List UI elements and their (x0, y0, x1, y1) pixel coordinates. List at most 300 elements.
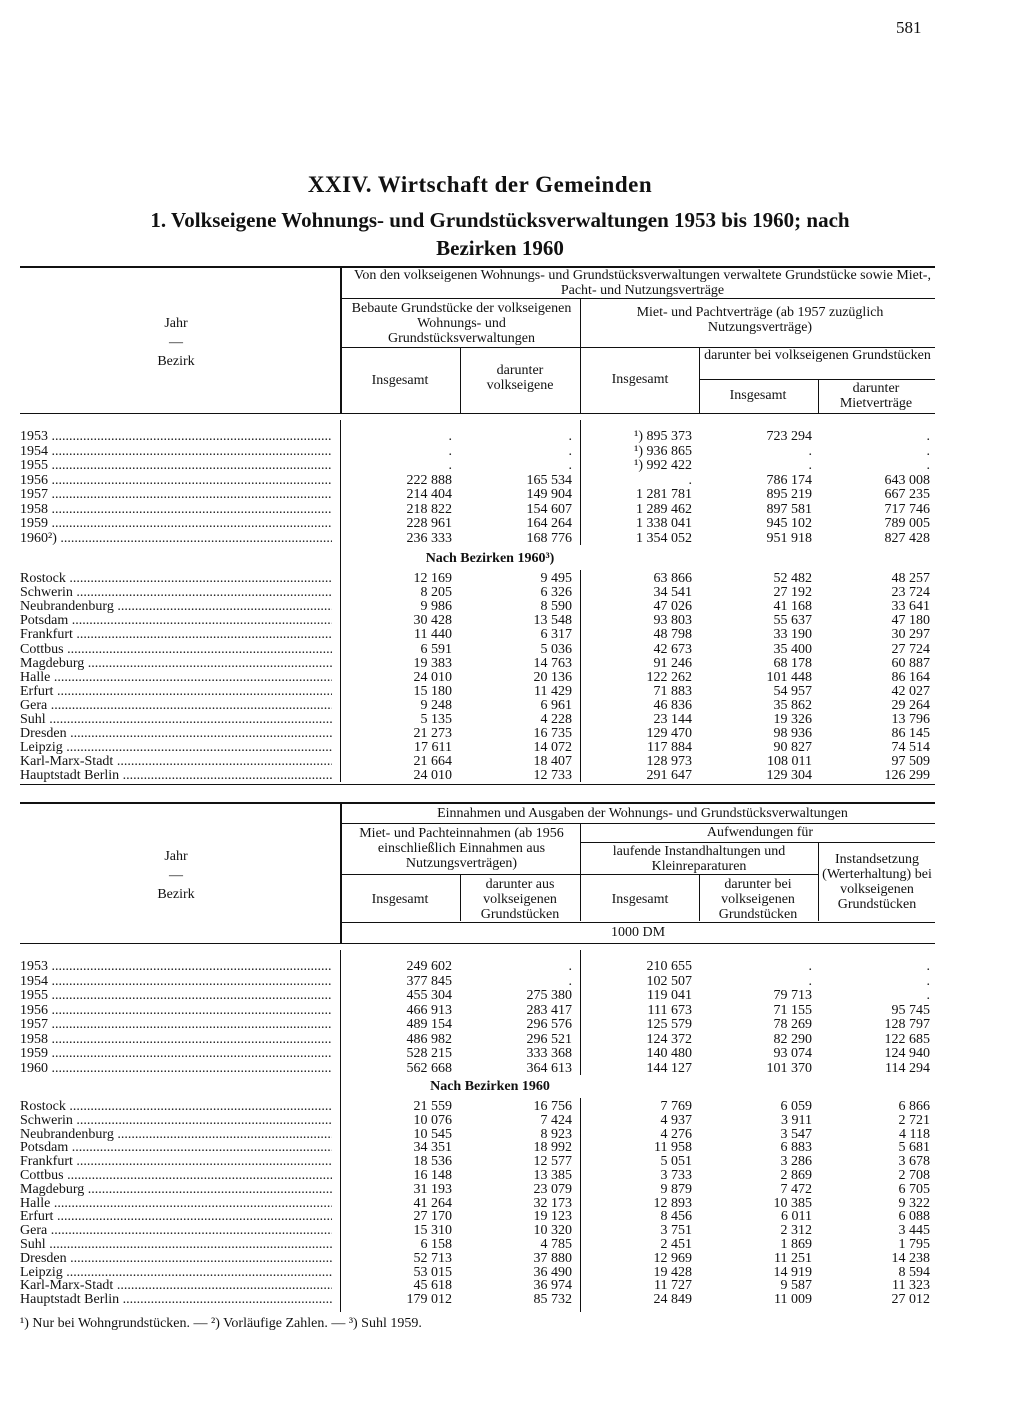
table1-stub-divider (340, 266, 342, 413)
row-label: 1958 ..... (20, 503, 332, 517)
table-cell: 895 219 (766, 487, 812, 502)
table-cell: 333 368 (526, 1046, 572, 1061)
table-cell: 33 190 (773, 627, 812, 643)
table-row (0, 503, 940, 517)
table1-col4-header: Insgesamt (729, 388, 787, 403)
table-row (0, 755, 940, 769)
table-cell: 37 880 (533, 1250, 572, 1266)
stub-dash: — (169, 868, 183, 883)
row-label: Magdeburg ..... (20, 1183, 332, 1197)
table-cell: 717 746 (884, 501, 930, 517)
table1-col1-header: Insgesamt (371, 373, 429, 388)
table-cell: 15 310 (413, 1223, 452, 1239)
table-row (0, 1252, 940, 1266)
table-cell: 14 238 (891, 1250, 930, 1266)
row-label: 1957 ..... (20, 488, 332, 502)
table-cell: 97 509 (891, 754, 930, 770)
table-cell: 8 594 (898, 1264, 930, 1280)
table-cell: 8 590 (540, 599, 572, 615)
table-cell: 2 451 (660, 1237, 692, 1252)
table-cell: 364 613 (526, 1060, 572, 1076)
table-cell: 12 893 (653, 1195, 692, 1211)
table2-top-rule (20, 802, 935, 804)
table-cell: 47 180 (891, 613, 930, 629)
table-row (0, 769, 940, 783)
table-cell: 723 294 (766, 429, 812, 444)
table-cell: 643 008 (884, 472, 930, 488)
table-cell: 5 051 (660, 1154, 692, 1170)
table-cell: 168 776 (526, 530, 572, 546)
table-cell: 32 173 (533, 1195, 572, 1211)
table-cell: 6 011 (781, 1209, 812, 1225)
table-cell: 78 269 (773, 1017, 812, 1032)
table-cell: 27 012 (891, 1292, 930, 1308)
row-label: 1958 ..... (20, 1033, 332, 1047)
table-cell: 6 158 (420, 1237, 452, 1252)
table-cell: 9 986 (420, 599, 452, 615)
table-cell: 33 641 (891, 599, 930, 615)
table-cell: 6 088 (898, 1209, 930, 1225)
table1-divider-ab (580, 298, 581, 413)
table-row (0, 713, 940, 727)
table-cell: 6 866 (898, 1099, 930, 1114)
table-cell: 8 205 (420, 585, 452, 601)
table-cell: 34 351 (413, 1140, 452, 1156)
row-label: Dresden ..... (20, 1252, 332, 1266)
table-cell: 296 576 (526, 1017, 572, 1032)
row-label: Rostock ..... (20, 572, 332, 586)
table-cell: 214 404 (406, 487, 452, 502)
table-cell: 71 155 (773, 1002, 812, 1018)
table-cell: 5 681 (898, 1140, 930, 1156)
table-cell: 291 647 (646, 768, 692, 784)
table-cell: 60 887 (891, 655, 930, 671)
table-cell: 13 796 (891, 712, 930, 727)
table-cell: 165 534 (526, 472, 572, 488)
table-cell: 95 745 (891, 1002, 930, 1018)
table-cell: 90 827 (773, 740, 812, 756)
table-cell: 23 144 (653, 712, 692, 727)
table-cell: 179 012 (406, 1292, 452, 1308)
table1-col2-header (465, 363, 575, 393)
table-cell: 5 135 (420, 712, 452, 727)
table-cell: 144 127 (646, 1060, 692, 1076)
table-cell: 27 192 (773, 585, 812, 601)
row-label: Rostock ..... (20, 1100, 332, 1114)
table-cell: 29 264 (891, 697, 930, 713)
table-cell: 101 370 (766, 1060, 812, 1076)
table-cell: 17 611 (414, 740, 452, 756)
row-label: 1959 ..... (20, 517, 332, 531)
table-cell: 6 326 (540, 585, 572, 601)
table-cell: 19 123 (533, 1209, 572, 1225)
table1-col3-header: Insgesamt (611, 372, 669, 387)
table1-col2-label: darunter volkseigene (486, 363, 554, 393)
table-cell: 3 733 (660, 1168, 692, 1183)
table-cell: 283 417 (526, 1002, 572, 1018)
table-cell: 11 958 (654, 1140, 692, 1156)
table2-divider-ab (580, 823, 581, 921)
table-cell: 63 866 (653, 571, 692, 586)
table-cell: 455 304 (406, 988, 452, 1003)
table-row (0, 671, 940, 685)
stub-bezirk: Bezirk (157, 887, 195, 902)
table-cell: 4 785 (540, 1237, 572, 1252)
table1-group-b: Miet- und Pachtverträge (ab 1957 zuzüglich Nutzungsverträge) (636, 305, 884, 335)
table-cell: 108 011 (767, 754, 812, 770)
row-label: Halle ..... (20, 1197, 332, 1211)
table-cell: 54 957 (773, 683, 812, 699)
table-cell: 79 713 (773, 988, 812, 1003)
table-row (0, 1047, 940, 1061)
table-row (0, 1183, 940, 1197)
table-cell: 91 246 (653, 655, 692, 671)
table2-stub-header (20, 849, 332, 902)
table-cell: 8 923 (540, 1126, 572, 1142)
table-cell: 6 883 (780, 1140, 812, 1156)
row-label: 1953 ..... (20, 430, 332, 444)
row-label: Suhl ..... (20, 1238, 332, 1252)
table-row (0, 600, 940, 614)
table1-header-bottom-rule (20, 413, 935, 414)
table-cell: 10 545 (413, 1126, 452, 1142)
table-cell: 41 168 (773, 599, 812, 615)
table-cell: 154 607 (526, 501, 572, 517)
table-cell: 124 372 (646, 1031, 692, 1047)
row-label: Potsdam ..... (20, 614, 332, 628)
row-label: Gera ..... (20, 699, 332, 713)
table-cell: 10 076 (413, 1112, 452, 1128)
table-cell: 19 428 (653, 1264, 692, 1280)
row-label: 1959 ..... (20, 1047, 332, 1061)
table-row (0, 488, 940, 502)
table-cell: 16 756 (533, 1099, 572, 1114)
row-label: Halle ..... (20, 671, 332, 685)
table-cell: 85 732 (533, 1292, 572, 1308)
table-cell: 24 010 (413, 768, 452, 784)
table-cell: 30 297 (891, 627, 930, 643)
table-cell: 11 009 (774, 1292, 812, 1308)
table-cell: 667 235 (884, 487, 930, 502)
table-cell: 19 326 (773, 712, 812, 727)
table-cell: 140 480 (646, 1046, 692, 1061)
table-cell: 16 735 (533, 726, 572, 742)
table-cell: 23 079 (533, 1181, 572, 1197)
table-row (0, 699, 940, 713)
table-cell: 30 428 (413, 613, 452, 629)
table-row (0, 1169, 940, 1183)
table-cell: 6 317 (540, 627, 572, 643)
table-cell: 71 883 (653, 683, 692, 699)
row-label: 1960²) ..... (20, 532, 332, 546)
table-row (0, 517, 940, 531)
table-cell: 4 228 (540, 712, 572, 727)
table-cell: 2 869 (780, 1168, 812, 1183)
table-cell: 114 294 (885, 1060, 930, 1076)
table-cell: 9 248 (420, 697, 452, 713)
table-cell: 14 919 (773, 1264, 812, 1280)
table-cell: 27 724 (891, 641, 930, 657)
row-label: Erfurt ..... (20, 685, 332, 699)
table2-group-b1: laufende Instandhaltungen und Kleinreparaturen (612, 844, 786, 874)
table1-divider-a (460, 348, 461, 413)
table-cell: 786 174 (766, 472, 812, 488)
table-cell: 11 429 (534, 683, 572, 699)
row-label: Frankfurt ..... (20, 628, 332, 642)
table-cell: 46 836 (653, 697, 692, 713)
table-cell: 18 536 (413, 1154, 452, 1170)
table-row (0, 989, 940, 1003)
row-label: Leipzig ..... (20, 741, 332, 755)
table-cell: 6 059 (780, 1099, 812, 1114)
table-cell: 827 428 (884, 530, 930, 546)
table-cell: 74 514 (891, 740, 930, 756)
row-label: 1954 ..... (20, 975, 332, 989)
table2-group-b2: Instandsetzung (Werterhaltung) bei volkseigenen Grundstücken (822, 852, 932, 912)
table-cell: 18 407 (533, 754, 572, 770)
table-cell: 7 472 (780, 1181, 812, 1197)
table2-rule-span (341, 823, 935, 824)
table-cell: 119 041 (647, 988, 692, 1003)
table-cell: 489 154 (406, 1017, 452, 1032)
table-cell: 1 338 041 (636, 516, 692, 531)
table-cell: 86 145 (891, 726, 930, 742)
table-cell: ¹) 895 373 (634, 429, 692, 444)
table-row (0, 643, 940, 657)
row-label: 1957 ..... (20, 1018, 332, 1032)
table-cell: 3 547 (780, 1126, 812, 1142)
table2-rule-unit (341, 922, 935, 923)
row-label: Frankfurt ..... (20, 1155, 332, 1169)
table-cell: 275 380 (526, 988, 572, 1003)
row-label: Erfurt ..... (20, 1210, 332, 1224)
row-label: Karl-Marx-Stadt ..... (20, 755, 332, 769)
row-label: Schwerin ..... (20, 1114, 332, 1128)
table-cell: 1 289 462 (636, 501, 692, 517)
row-label: 1956 ..... (20, 1004, 332, 1018)
row-label: Schwerin ..... (20, 586, 332, 600)
table-cell: 48 798 (653, 627, 692, 643)
table-cell: 486 982 (406, 1031, 452, 1047)
table1-span-header: Von den volkseigenen Wohnungs- und Grundstücksverwaltungen verwaltete Grundstücke sowie Miet-, Pacht- und Nutzungsverträge (354, 268, 931, 298)
table-cell: 4 276 (660, 1126, 692, 1142)
table-cell: 6 705 (898, 1181, 930, 1197)
row-label: Suhl ..... (20, 713, 332, 727)
table1-col5-header: darunter Mietverträge (839, 381, 913, 411)
table2-col2-header: darunter aus volkseigenen Grundstücken (480, 877, 560, 922)
table1-divider-b2 (818, 380, 819, 413)
row-label: 1956 ..... (20, 474, 332, 488)
table-cell: 222 888 (406, 472, 452, 488)
footnote: ¹) Nur bei Wohngrundstücken. — ²) Vorläufige Zahlen. — ³) Suhl 1959. (20, 1316, 422, 1331)
table-row (0, 614, 940, 628)
table-row (0, 628, 940, 642)
row-label: Neubrandenburg ..... (20, 1128, 332, 1142)
table-title-line2: Bezirken 1960 (436, 236, 564, 260)
table2-col1-header: Insgesamt (371, 892, 429, 907)
table-row (0, 1114, 940, 1128)
table2-span-header: Einnahmen und Ausgaben der Wohnungs- und Grundstücksverwaltungen (437, 806, 848, 821)
table-cell: 13 385 (533, 1168, 572, 1183)
chapter-title: XXIV. Wirtschaft der Gemeinden (307, 172, 653, 197)
stub-dash: — (169, 335, 183, 350)
table-cell: 24 849 (653, 1292, 692, 1308)
table-cell: 897 581 (766, 501, 812, 517)
table-cell: 124 940 (884, 1046, 930, 1061)
table-cell: 34 541 (653, 585, 692, 601)
table-cell: . (926, 429, 930, 444)
table2-col4-header: darunter bei volkseigenen Grundstücken (718, 877, 798, 922)
table-cell: 2 708 (898, 1168, 930, 1183)
table-cell: 117 884 (647, 740, 692, 756)
table-title-line1: 1. Volkseigene Wohnungs- und Grundstücksverwaltungen 1953 bis 1960; nach (150, 208, 850, 232)
table-cell: 93 074 (773, 1046, 812, 1061)
table-cell: 1 869 (780, 1237, 812, 1252)
table-cell: 4 118 (899, 1126, 930, 1142)
table-cell: 1 281 781 (636, 487, 692, 502)
table-cell: . (808, 973, 812, 989)
table-cell: 93 803 (653, 613, 692, 629)
table-cell: 82 290 (773, 1031, 812, 1047)
table-cell: . (808, 458, 812, 473)
row-label: Karl-Marx-Stadt ..... (20, 1279, 332, 1293)
table-cell: 789 005 (884, 516, 930, 531)
table-cell: 164 264 (526, 516, 572, 531)
table2-divider-a (460, 875, 461, 921)
table1-group-a: Bebaute Grundstücke der volkseigenen Wohnungs- und Grundstücksverwaltungen (351, 301, 572, 346)
table2-section-label: Nach Bezirken 1960 (430, 1079, 550, 1094)
table2-col3-header: Insgesamt (611, 892, 669, 907)
table-cell: 111 673 (647, 1002, 692, 1018)
table-cell: . (568, 429, 572, 444)
table-cell: 3 678 (898, 1154, 930, 1170)
table-cell: 19 383 (413, 655, 452, 671)
table-cell: 48 257 (891, 571, 930, 586)
table-cell: 20 136 (533, 669, 572, 685)
table-cell: 128 973 (646, 754, 692, 770)
stub-jahr: Jahr (164, 849, 188, 864)
table-cell: 7 769 (660, 1099, 692, 1114)
table-cell: 12 577 (533, 1154, 572, 1170)
table-cell: . (926, 458, 930, 473)
table-cell: 562 668 (406, 1060, 452, 1076)
table-cell: . (808, 443, 812, 459)
table-cell: 45 618 (413, 1278, 452, 1294)
table-cell: 12 733 (533, 768, 572, 784)
table-cell: 2 312 (780, 1223, 812, 1239)
row-label: Potsdam ..... (20, 1141, 332, 1155)
table-cell: 129 304 (766, 768, 812, 784)
table-cell: 11 440 (414, 627, 452, 643)
row-label: 1953 ..... (20, 960, 332, 974)
row-label: 1954 ..... (20, 445, 332, 459)
table-cell: 3 286 (780, 1154, 812, 1170)
table-cell: 52 482 (773, 571, 812, 586)
table-row (0, 1004, 940, 1018)
table-title (60, 206, 940, 262)
row-label: 1955 ..... (20, 459, 332, 473)
table-row (0, 474, 940, 488)
row-label: 1955 ..... (20, 989, 332, 1003)
table-cell: 102 507 (646, 973, 692, 989)
table-cell: . (926, 959, 930, 974)
row-label: Neubrandenburg ..... (20, 600, 332, 614)
table2-group-b: Aufwendungen für (706, 825, 814, 840)
table-cell: 68 178 (773, 655, 812, 671)
table-cell: 122 685 (884, 1031, 930, 1047)
table-cell: . (926, 973, 930, 989)
table-cell: 101 448 (766, 669, 812, 685)
table-row (0, 1033, 940, 1047)
table-cell: . (448, 429, 452, 444)
table1-section-label: Nach Bezirken 1960³) (425, 551, 555, 566)
table1-bottom-rule (20, 784, 935, 785)
table-cell: 6 961 (540, 697, 572, 713)
table-cell: . (448, 443, 452, 459)
table-row (0, 572, 940, 586)
table-cell: 21 664 (413, 754, 452, 770)
table-cell: 2 721 (898, 1112, 930, 1128)
table-cell: 36 974 (533, 1278, 572, 1294)
table-cell: . (448, 458, 452, 473)
table-cell: 218 822 (406, 501, 452, 517)
table-cell: 24 010 (413, 669, 452, 685)
table-cell: 14 763 (533, 655, 572, 671)
table-cell: 42 673 (653, 641, 692, 657)
row-label: Magdeburg ..... (20, 657, 332, 671)
table-cell: 1 795 (898, 1237, 930, 1252)
table-cell: 3 751 (660, 1223, 692, 1239)
table-cell: 122 262 (646, 669, 692, 685)
table-cell: 1 354 052 (636, 530, 692, 546)
table-row (0, 430, 940, 444)
stub-jahr: Jahr (164, 316, 188, 331)
table-cell: 128 797 (884, 1017, 930, 1032)
table-cell: 35 400 (773, 641, 812, 657)
table-row (0, 685, 940, 699)
table-cell: 236 333 (406, 530, 452, 546)
table-cell: . (688, 472, 692, 488)
table-cell: 377 845 (406, 973, 452, 989)
table-cell: 951 918 (766, 530, 812, 546)
table-cell: 15 180 (413, 683, 452, 699)
table-cell: 14 072 (533, 740, 572, 756)
table-cell: 41 264 (413, 1195, 452, 1211)
table-row (0, 532, 940, 546)
table-cell: 12 969 (653, 1250, 692, 1266)
table-row (0, 1062, 940, 1076)
table2-unit: 1000 DM (610, 925, 666, 940)
table-row (0, 1100, 940, 1114)
row-label: Hauptstadt Berlin ..... (20, 769, 332, 783)
row-label: 1960 ..... (20, 1062, 332, 1076)
table-cell: 9 322 (898, 1195, 930, 1211)
table-row (0, 586, 940, 600)
table-cell: 4 937 (660, 1112, 692, 1128)
table-cell: 12 169 (413, 571, 452, 586)
table-row (0, 459, 940, 473)
table-cell: ¹) 992 422 (634, 458, 692, 473)
table1-group-b-sub: darunter bei volkseigenen Grundstücken (704, 348, 931, 363)
table-cell: . (808, 959, 812, 974)
table-cell: 296 521 (526, 1031, 572, 1047)
table-cell: 23 724 (891, 585, 930, 601)
table2-group-a: Miet- und Pachteinnahmen (ab 1956 einschließlich Einnahmen aus Nutzungsverträgen) (359, 826, 564, 871)
table-cell: . (568, 973, 572, 989)
table-cell: . (568, 458, 572, 473)
table-cell: 55 637 (773, 613, 812, 629)
table2-header-bottom-rule (20, 943, 935, 944)
